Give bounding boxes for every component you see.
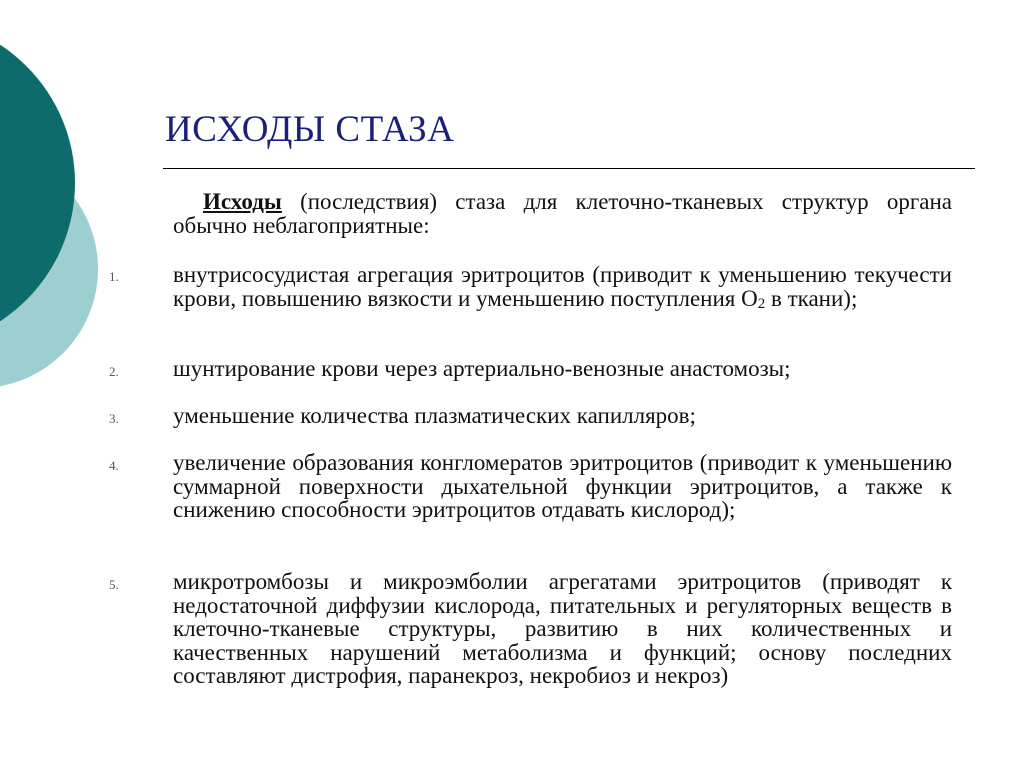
list-number: 2. <box>109 364 119 379</box>
list-number: 4. <box>109 458 119 473</box>
list-number: 3. <box>109 411 119 426</box>
intro-paragraph <box>173 190 952 237</box>
list-item-text-end: в ткани); <box>765 285 858 311</box>
list-item: микротромбозы и микроэмболии агрегатами эритроцитов (приводят к недостаточной диффузии кислорода, питательных и регуляторных веществ в клеточно-тканевые структуры, развитию в них количественных и качественных нарушений метаболизма и функций; основу последних составляют дистрофия, паранекроз, некробиоз и некроз) <box>173 569 952 688</box>
list-item-subscript: 2 <box>757 295 766 312</box>
list-item-text: внутрисосудистая агрегация эритроцитов (приводит к уменьшению текучести крови, повышению вязкости и уменьшению поступления О <box>173 262 952 311</box>
intro-lead: Исходы <box>203 189 282 214</box>
list-number: 1. <box>109 269 119 284</box>
list-item <box>173 263 952 316</box>
slide-title: ИСХОДЫ СТАЗА <box>165 109 455 150</box>
list-item: шунтирование крови через артериально-венозные анастомозы; <box>173 356 791 381</box>
list-number: 5. <box>109 577 119 592</box>
intro-rest: (последствия) стаза для клеточно-тканевых структур органа обычно неблагоприятные: <box>173 189 952 238</box>
title-divider <box>163 168 975 169</box>
list-item: увеличение образования конгломератов эритроцитов (приводит к уменьшению суммарной поверхности дыхательной функции эритроцитов, а также к снижению способности эритроцитов отдавать кислород); <box>173 450 952 522</box>
list-item: уменьшение количества плазматических капилляров; <box>173 403 696 428</box>
